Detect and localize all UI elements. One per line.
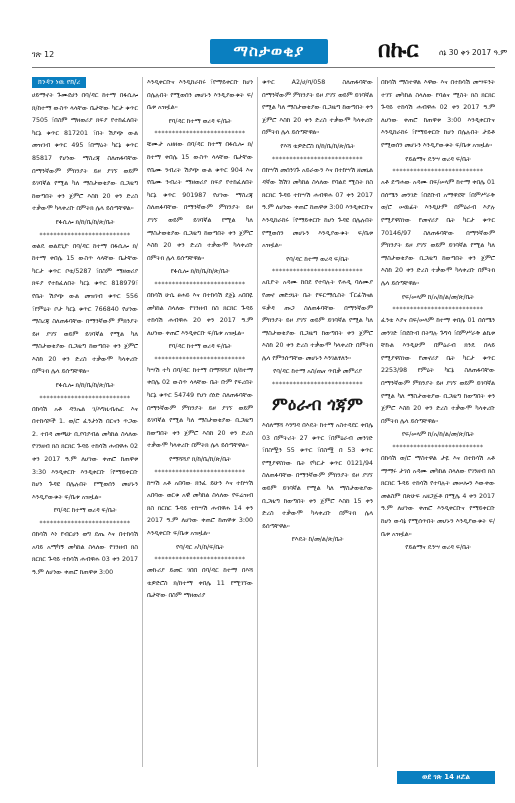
- notice-signature: የባ/ዳር ከተማ ወረዳ ፍ/ቤት: [286, 255, 349, 263]
- separator: **************************: [39, 520, 131, 527]
- column-1: [32, 77, 138, 767]
- notice-signature: የይልማና ዴንሣ ወረዳ ፍ/ቤት: [405, 155, 471, 163]
- notice-text: በከሳሽ እነ የብርሀን ወግ ደጤ እና በተከሳሽ አባይ አማካኝ መካከል ስላለው የገንዘብ ክስ ክርክር ጉዳይ ተከሳሽ ሐብዋሐ 03 ቀን 2017 ዓ.ም ለሆነው ቀጠሮ ከጠዋቱ 3:00: [32, 531, 138, 576]
- notice-text: ፈንቴ እያና በፍ/ሠላም ከተማ ቀበሌ 01 በሰሜን መንገድ ፣በደቡብ በትግሉ ጉግሳ ፣በምሥራቅ ልኬቱ ቸኩል እንዲሁም በምዕራብ ክንዴ በላይ የሚያዋስነው የመኖሪያ ቤት ካርታ ቁጥር 2253/98 የምዕት ካርኔ ስለጠፋባቸው በማንኛውም ምክንያት ይዞ ያገኘ ወይም ይገባኛል የሚል ካለ ማስታወቂያው ቢጋዜጣ ከወጣበት ቀን ጀምሮ እስከ 20 ቀን ድረስ ተቃውሞ ካላቀረቡ በምትክ ሌላ ይሰጣቸዋል።: [381, 317, 495, 425]
- notice-text: በከሣሽ መሰንገጉ አይራውን እና በተከሣሽ ዘመኒል ዳኛው ሽሽገ መካከል ስላለው የባልደ ሚስት ክስ ክርክር ጉዳይ ተከሣሽ ሐብዋሐ 07 ቀን 2017 ዓ.ም ለሆነው ቀጠሮ ከጠዋቱ 3:00 እንዲቀርቡና እንዲከራከሩ ፣የማይቀርቡ ከሆነ ጉዳዩ በሌሉበት የሚወሰን መሆኑን እንዲያውቁት ፍ/ቤቱ አዝዟል።: [262, 166, 373, 250]
- notice-text: ወልዴ ወልደጊዮ በባ/ዳር ከተማ በፋሲሎ ክ/ከተማ ቀበሌ 15 ውስጥ ላላቸው ቤታቸው ካርታ ቁጥር ቦቴ/5287 ፣በስም ማዘወሪያ ክፍያ የተከፈለበት ካርኔ ቁጥር 818979፣ የቤት ሽያጭ ውል መዝገብ ቁጥር 556 ፣የምዕት ቦታ ካርኔ ቁጥር 766840 የሆነው ማስረጃ ስለጠፋባቸው በማንኛውም ምክንያት ይዞ ያገኘ ወይም ይገባኛል የሚል ካለ ማስታወቂያው ቢጋዜጣ ከወጣበት ቀን ጀምሮ እስከ 20 ቀን ድረስ ተቃውሞ ካላቀረቡ በምትክ ሌላ ይሰጣቸዋል።: [32, 242, 138, 376]
- notice-text: አቶ ደጣሐው አዳሙ በፍ/ሠላም ከተማ ቀበሌ 01 በሰሜን መንገድ ፣በደቡብ አማዋደቸ ፣በምሥራቅ ወ/ሮ ሠዉፊት እንዲሁም በምዕራብ እያሉ የሚያዋስነው የመኖሪያ ቤት ካርታ ቁጥር 70146/97 ስለጠፋባቸው በማንኛውም ምክንያት ይዞ ያገኘ ወይም ይገባኛል የሚል ካለ ማስታወቂያው ቢጋዜጣ ከወጣበት ቀን ጀምሮ እስከ 20 ቀን ድረስ ተቃውሞ ካላቀረቡ በምትክ ሌላ ይሰጣቸዋል።: [381, 179, 495, 287]
- page-number: ገጽ 12: [32, 50, 55, 59]
- separator: **************************: [154, 468, 246, 476]
- notice-text: በከሳሽ ወ/ሮ ማስተዋል ታዬ እና በተከሳሽ አቶ ማማሩ ታገሰ አዳሙ መካከል ስላለው የገንዘብ ክስ ክርክር ጉዳይ ተከሳሽ የተባሉት መሠሎን እውቀው መልስም በጽሁፍ አዘጋጅቶ በሚሌ 4 ቀን 2017 ዓ.ም ለሆነው ቀጠሮ እንዲቀርቡና የማይቀርቡ ከሆነ ውሳኔ የሚሰጥበት መሆኑን እንዲያውቁት ፍ/ቤቱ አዝዟል።: [381, 455, 495, 538]
- notice-signature: የፍ/ሠላም ከ/አ/ከ/ል/መ/ጽ/ቤት: [401, 293, 475, 301]
- notice-text: በከሳሽ ማስተዋል እዋው እና በተከሳሽ መሣፍንት ተገኘ መካከል ስላለው የባልና ሚስት ክስ ክርክር ጉዳይ ተከሳሽ ሐብዋሐ 02 ቀን 2017 ዓ.ም ለሆነው ቀጠሮ ከጠዋቱ 3:00 እንዲቀርቡና እንዲከራከሩ ፣የማይቀርቡ ከሆነ በሌሉበት ታይቶ የሚወሰን መሆኑን እንዲያውቁት ፍ/ቤቱ አዝዟል።: [381, 79, 495, 149]
- notice-text: አቢዮት አዳሙ ከበደ የተባሉት የሐዲ ባለሙያ የመኖ መድኃኒት ቤት የፍርማሲስት ፐርፊሽናል ፍቃዳ ጡጋ ስለጠፋባቸው በማንኛውም ምክንያት ይዞ ያገኘ ወይም ይገባኛል የሚል ካለ ማስታወቂያው ቢጋዜጣ ከወጣበት ቀን ጀምሮ እስከ 20 ቀን ድረስ ተቃውሞ ካላቀረቡ በምትክ ሌላ የምንሰጣቸው መሆኑን እንገልፃለን።: [262, 279, 373, 362]
- separator: **************************: [272, 155, 363, 163]
- notice-signature: የፋሲሎ ክ/ከ/ቤ/ከ/ጽ/ቤት: [170, 268, 230, 276]
- notice-text: ሀይማኖት ጉሙደሀን በባ/ዳር ከተማ በፋሲሎ ክ/ከተማ ውስጥ ላላቸው ቤታቸው ካርታ ቁጥር 7505 ፣በስም ማዘወሪያ ክፍያ የተከፈለበት ካርኔ ቁጥር 817201 ፣በት ሽያጭ ውል መዝገብ ቁጥር 495 ፣በማዕት ካርኔ ቁጥር 85817 የሆነው ማስረጃ ስለጠፋባቸው በማንኛውም ምክንያት ይዞ ያገኘ ወይም ይገባኛል የሚል ካለ ማስታወቂያው ቢጋዜጣ ከወጣበት ቀን ጀምሮ እስከ 20 ቀን ድረስ ተቃውሞ ካላቀረቡ በምትክ ሌላ ይሰጣቸዋል።: [32, 92, 138, 213]
- separator: **************************: [39, 394, 131, 402]
- separator: **************************: [39, 231, 131, 239]
- separator: **************************: [272, 268, 363, 276]
- separator: **************************: [392, 168, 484, 176]
- notice-signature: የእዴት ከ/መ/ል/ጽ/ቤት: [291, 536, 344, 544]
- notice-text: መኩሪያ ይመር ገበበ በባ/ዳር ከተማ በእሻ ቴዎድሮስ ክ/ከተማ ቀበሌ 11 የሚገኘው ቤታቸው በስም ማዘወሪያ: [147, 567, 253, 600]
- separator: **************************: [392, 306, 484, 314]
- notice-text: ቹሙታ አዘዘው በባ/ዳር ከተማ በፋሲሎ ክ/ከተማ ቀበሌ 15 ውስጥ ላላቸው ቤታቸው የቤሙ ንብረት ሽያጭ ውል ቁጥር 904 እና የቤሙ ንብረት ማዘወሪያ ክፍያ የተከፈለበት ካርኔ ቁጥር 901987 የሆነው ማስረጃ ስለጠፋባቸው በማንኛውም ምክንያት ይዞ ያገኘ ወይም ይገባኛል የሚል ካለ ማስታወቂያው ቢጋዜጣ ከወጣበት ቀን ጀምሮ እስከ 20 ቀን ድረስ ተቃውሞ ካላቀረቡ በምትክ ሌላ ይሰጣቸዋል።: [147, 141, 253, 262]
- column-2: [147, 77, 253, 767]
- section-tag: ክንዳን ነዉ የክ/ረ: [32, 77, 86, 88]
- column-3: [262, 77, 373, 767]
- column-divider: [142, 77, 143, 767]
- notice-signature: የፍ/ሠላም ከ/አ/ከ/ል/መ/ጽ/ቤት: [401, 431, 475, 439]
- continued-on-page-banner: ወደ ገጽ 14 ዞሯል: [397, 771, 495, 784]
- separator: **************************: [392, 444, 484, 452]
- column-divider: [257, 77, 258, 767]
- notice-signature: የእሻ ቴዎድሮስ ክ/ከ/ቤ/ከ/ጽ/ቤት: [280, 142, 355, 150]
- notice-signature: የባ/ዳር ከተማ ወረዳ ፍ/ቤት: [53, 507, 117, 515]
- notice-text: በከሳሽ ሁሴ ፀሐይ እና በተከሳሽ ደጀኔ አበበዬ መካከል ስላለው የገንዘብ ክስ ክርክር ጉዳይ ተከሳሽ ሐብዋሐ 20 ቀን 2017 ዓ.ም ለሆነው ቀጠሮ እንዲቀርቡ ፍ/ቤቱ አዝዟል።: [147, 291, 253, 337]
- notice-text: ቁጥር A2/ሀ/ባ/058 ስለጠፋባቸው በማንኛውም ምክንያት ይዞ ያገኘ ወይም ይገባኛል የሚል ካለ ማስታወቂያው ቢጋዜጣ ከወጣበት ቀን ጀምሮ እስከ 20 ቀን ድረስ ተቃውሞ ካላቀረቡ በምትክ ሌላ ይሰጣቸዋል።: [262, 79, 373, 137]
- notice-text: ካሣሽ ተካ በባ/ዳር ከተማ በማሻሻያ ክ/ከተማ ቀበሌ 02 ውስጥ ላላቸው ቤት ቡም የፍረበት ካርኔ ቁጥር 54749 የሆነ ሰነድ ስለጠፋባቸው በማንኛውም ምክንያት ይዞ ያገኘ ወይም ይገባኛል የሚል ካለ ማስታወቂያው ቢጋዜጣ ከወጣበት ቀን ጀምሮ እስከ 20 ቀን ድረስ ተቃውሞ ካላቀረቡ በምትክ ሌላ ይሰጣቸዋል።: [147, 366, 253, 450]
- newspaper-brand: በኩር: [378, 38, 419, 63]
- notice-signature: የባ/ዳር ከተማ አስ/ጤና ጥበቃ መምሪያ: [273, 368, 362, 376]
- notice-signature: የባ/ዳር ከተማ ወረዳ ፍ/ቤት: [168, 343, 232, 351]
- header-rule: [32, 67, 495, 68]
- issue-date: ሰኔ 30 ቀን 2017 ዓ.ም: [439, 48, 508, 57]
- separator: **************************: [154, 556, 246, 564]
- notice-text: በከሳሽ አቶ ዳንኤል ገ/እግዚብሔር እና በተከሳሾች 1. ወ/ሮ ፈንታነሽ በርናን ጥጋው 2. ተበዳ መጫሁ ቢያባያብል መካከል ስላለው የገንዘብ ክስ ክርክር ጉዳይ ተከሳሽ ሐብዋሐ 02 ቀን 2017 ዓ.ም ለሆነው ቀጠሮ ከጠዋቱ 3:30 እንዲቀርቡ እንዲቀርቡ ፣የማይቀርቡ ከሆነ ጉዳዩ በሌሉበት የሚወሰን መሆኑን እንዲያውቁት ፍ/ቤቱ አዝዟል።: [32, 405, 138, 501]
- notice-signature: የፋሲሎ ክ/ከ/ቤ/ከ/ጽ/ቤት: [55, 218, 115, 226]
- notice-text: እንዲቀርቡና እንዲከራከሩ ፣የማይቀርቡ ከሆነ በሌሉበት የሚወሰን መሆኑን እንዲያውቁት ፍ/ቤቱ አዝዟል።: [147, 79, 253, 112]
- column-divider: [377, 77, 378, 767]
- separator: **************************: [154, 280, 246, 288]
- column-4: [381, 77, 495, 767]
- notice-text: እሰለማሻ እንግዳ በእዴት ከተማ አስተዳደር ቀበሌ 03 በምትሪት 27 ቁጥር ፣በምዕራብ መንገድ ፣በስሟን 55 ቁጥር ፣በስሟ በ 53 ቁጥር የሚያዋስነው ቤት የካርታ ቁጥር 0121/94 ስለጠፋባቸው በማንኛውም ምክንያት ይዞ ያገኘ ወይም ይገባኛል የሚል ካለ ማስታወቂያው ቢጋዜጣ ከወጣበት ቀን ጀምሮ እስከ 15 ቀን ድረስ ተቃውሞ ካላቀረቡ በምትክ ሌላ ይሰጣቸዋል።: [262, 422, 373, 530]
- notice-signature: የባ/ዳር አካ/ከ/ፍ/ቤት: [176, 543, 224, 551]
- notice-signature: የባ/ዳር ከተማ ወረዳ ፍ/ቤት: [168, 117, 232, 125]
- notice-signature: የማሻሻያ ክ/ከ/ቤ/ከ/ጽ/ቤት: [169, 456, 231, 464]
- notice-text: ከሣሽ አቶ አበባው ክንፈ ይሁን እና ተከሣሽ አበባው ወርቁ አዊ መካከል ስላለው የፍሬዝብ ክስ ክርክር ጉዳይ ተከሣሽ ሐብዋሐ 14 ቀን 2017 ዓ.ም ለሆነው ቀጠሮ ከጠዋቱ 3:00 እንዲቀርቡ ፍ/ቤቱ አዝዟል።: [147, 479, 253, 537]
- separator: **************************: [154, 130, 246, 138]
- notice-signature: የፋሲሎ ክ/ከ/ቤ/ከ/ጽ/ቤት: [55, 382, 115, 390]
- page-header: [32, 36, 508, 74]
- section-logo: ማስታወቂያ: [210, 39, 328, 64]
- separator: **************************: [272, 381, 363, 389]
- separator: **************************: [154, 355, 246, 363]
- region-heading: ምዕራብ ጎጃም: [272, 395, 363, 416]
- notice-signature: የይልማና ዴንሣ ወረዳ ፍ/ቤት: [405, 544, 471, 552]
